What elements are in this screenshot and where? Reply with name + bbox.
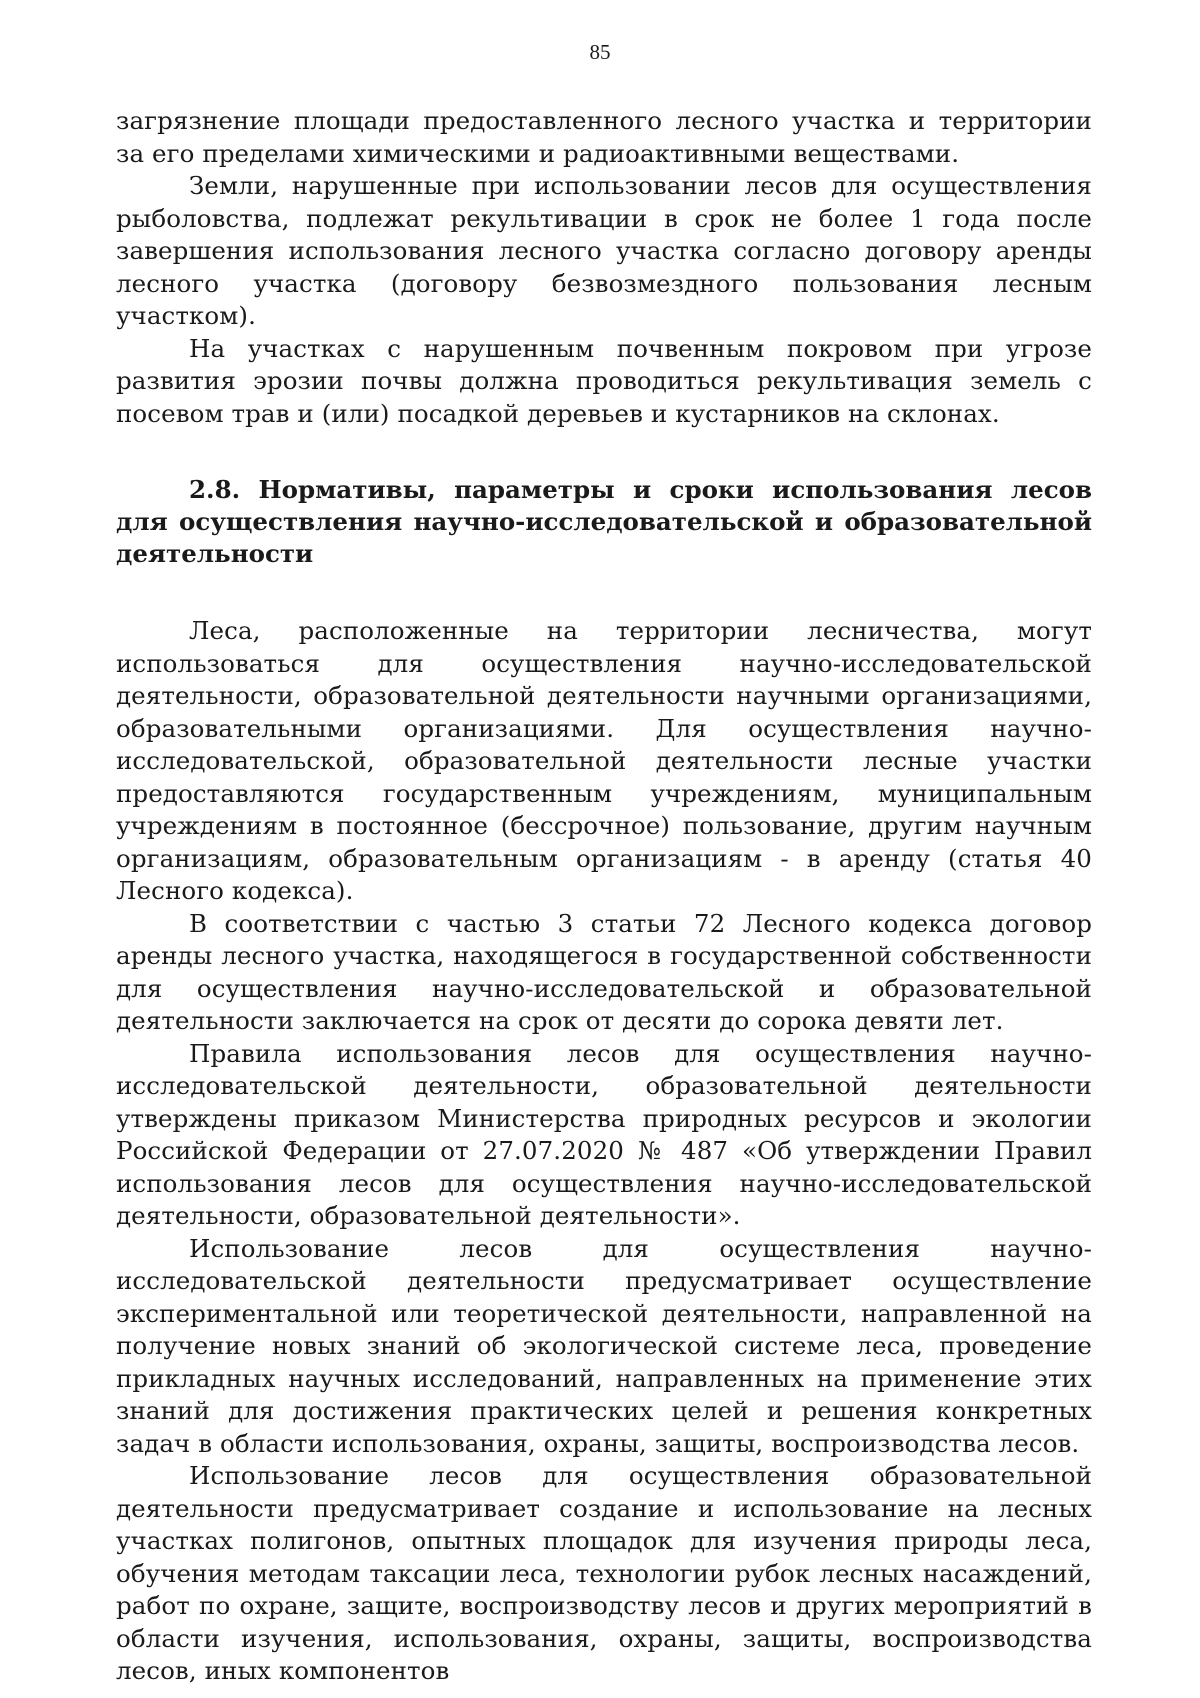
document-body [116,105,1092,1688]
paragraph-reclamation-fishing: Земли, нарушенные при использовании лесов для осуществления рыболовства, подлежат рекультивации в срок не более 1 года после завершения использования лесного участка согласно договору аренды лесного участка (договору безвозмездного пользования лесным участком). [116,171,1092,330]
paragraph-research-activity: Использование лесов для осуществления научно-исследовательской деятельности предусматривает осуществление экспериментальной или теоретической деятельности, направленной на получение новых знаний об экологической системе леса, проведение прикладных научных исследований, направленных на применение этих знаний для достижения практических целей и решения конкретных задач в области использования, охраны, защиты, воспроизводства лесов. [116,1233,1092,1458]
paragraph-continuation: загрязнение площади предоставленного лесного участка и территории за его пределами химическими и радиоактивными веществами. [116,106,1092,168]
section-heading: 2.8. Нормативы, параметры и сроки использования лесов для осуществления научно-исследовательской и образовательной деятельности [116,475,1092,568]
paragraph-soil-erosion: На участках с нарушенным почвенным покровом при угрозе развития эрозии почвы должна проводиться рекультивация земель с посевом трав и (или) посадкой деревьев и кустарников на склонах. [116,333,1092,428]
page-number: 85 [589,40,611,64]
paragraph-rules-order: Правила использования лесов для осуществления научно-исследовательской деятельности, образовательной деятельности утверждены приказом Министерства природных ресурсов и экологии Российской Федерации от 27.07.2020 № 487 «Об утверждении Правил использования лесов для осуществления научно-исследовательской деятельности, образовательной деятельности». [116,1038,1092,1230]
paragraph-lease-term: В соответствии с частью 3 статьи 72 Лесного кодекса договор аренды лесного участка, находящегося в государственной собственности для осуществления научно-исследовательской и образовательной деятельности заключается на срок от десяти до сорока девяти лет. [116,908,1092,1035]
paragraph-forest-use-research: Леса, расположенные на территории лесничества, могут использоваться для осуществления научно-исследовательской деятельности, образовательной деятельности научными организациями, образовательными организациями. Для осуществления научно-исследовательской, образовательной деятельности лесные участки предоставляются государственным учреждениям, муниципальным учреждениям в постоянное (бессрочное) пользование, другим научным организациям, образовательным организациям - в аренду (статья 40 Лесного кодекса). [116,616,1092,905]
paragraph-educational-activity: Использование лесов для осуществления образовательной деятельности предусматривает создание и использование на лесных участках полигонов, опытных площадок для изучения природы леса, обучения методам таксации леса, технологии рубок лесных насаждений, работ по охране, защите, воспроизводству лесов и других мероприятий в области изучения, использования, охраны, защиты, воспроизводства лесов, иных компонентов [116,1461,1092,1685]
